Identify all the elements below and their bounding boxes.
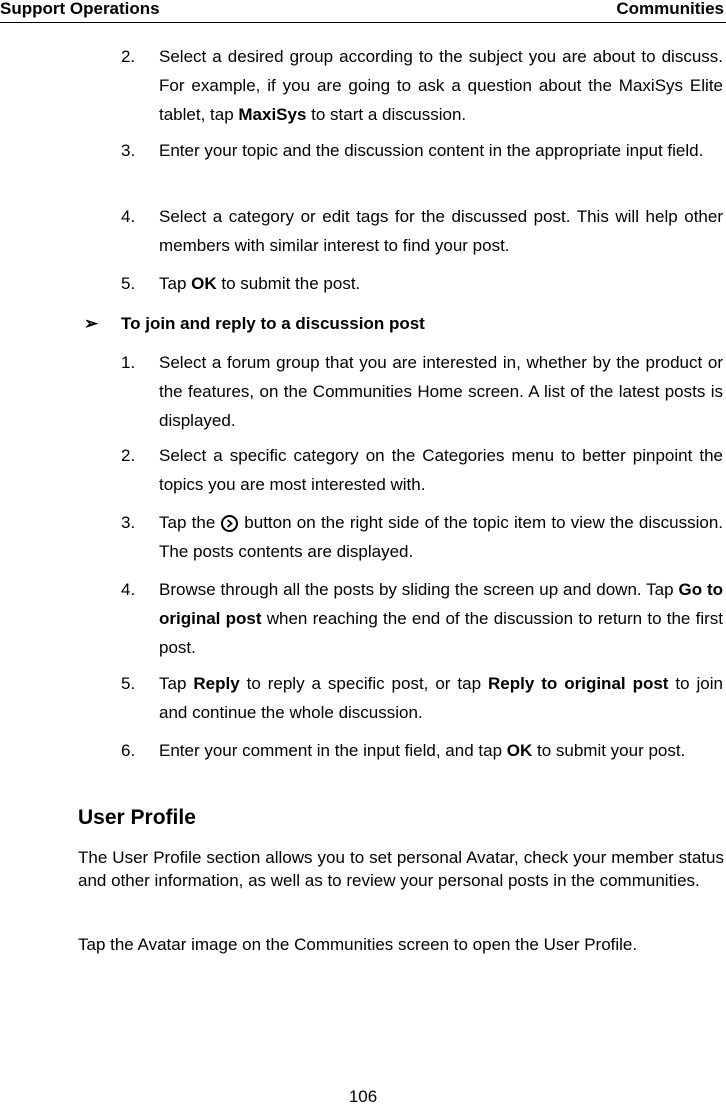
- list-item: [121, 441, 723, 499]
- list-item: [121, 202, 723, 260]
- step-text: Tap OK to submit the post.: [159, 274, 361, 293]
- list-item: [121, 575, 723, 662]
- page-header: [0, 0, 726, 23]
- step-text: Browse through all the posts by sliding the screen up and down. Tap Go to original post when reaching the end of the discussion to return to the first post.: [159, 580, 723, 657]
- step-number: 6.: [121, 741, 136, 760]
- term-reply: Reply: [193, 674, 240, 693]
- section-paragraph: Tap the Avatar image on the Communities screen to open the User Profile.: [78, 935, 638, 954]
- term-reply-to-original-post: Reply to original post: [488, 674, 669, 693]
- step-number: 3.: [121, 513, 136, 532]
- list-item: [121, 669, 723, 727]
- step-number: 5.: [121, 674, 136, 693]
- step-text: Select a specific category on the Categories menu to better pinpoint the topics you are most interested with.: [159, 446, 723, 494]
- step-text: Select a category or edit tags for the discussed post. This will help other members with similar interest to find your post.: [159, 207, 723, 255]
- list-item: [121, 269, 723, 298]
- step-text: Select a forum group that you are interested in, whether by the product or the features, on the Communities Home screen. A list of the latest posts is displayed.: [159, 353, 723, 430]
- step-number: 4.: [121, 207, 136, 226]
- step-number: 2.: [121, 446, 136, 465]
- step-text: Enter your comment in the input field, and tap OK to submit your post.: [159, 741, 686, 760]
- step-text: Select a desired group according to the subject you are about to discuss. For example, if you are going to ask a question about the MaxiSys Elite tablet, tap MaxiSys to start a discussion.: [159, 47, 723, 124]
- step-number: 4.: [121, 580, 136, 599]
- step-number: 2.: [121, 47, 136, 66]
- step-number: 3.: [121, 141, 136, 160]
- step-text: Tap the button on the right side of the topic item to view the discussion. The posts contents are displayed.: [159, 513, 724, 561]
- arrow-bullet-icon: ➢: [84, 314, 99, 333]
- list-item: [121, 736, 723, 765]
- header-chapter-title: Communities: [616, 0, 724, 18]
- section-heading: User Profile: [78, 806, 196, 829]
- list-item: [121, 136, 723, 165]
- subheading: [84, 309, 724, 338]
- term-go-to-original-post: Go to original post: [159, 580, 723, 628]
- list-item: [121, 42, 723, 129]
- term-ok: OK: [191, 274, 217, 293]
- list-item: [121, 348, 723, 435]
- chevron-right-circle-icon: [221, 515, 238, 532]
- list-item: [121, 508, 723, 566]
- header-section-title: Support Operations: [0, 0, 160, 18]
- step-number: 5.: [121, 274, 136, 293]
- page-number: 106: [348, 1087, 378, 1106]
- step-text: Tap Reply to reply a specific post, or tap Reply to original post to join and continue the whole discussion.: [159, 674, 723, 722]
- subheading-text: To join and reply to a discussion post: [121, 314, 425, 333]
- term-maxisys: MaxiSys: [238, 105, 307, 124]
- term-ok: OK: [506, 741, 533, 760]
- section-paragraph: The User Profile section allows you to set personal Avatar, check your member status and other information, as well as to review your personal posts in the communities.: [78, 848, 724, 890]
- step-number: 1.: [121, 353, 136, 372]
- step-text: Enter your topic and the discussion content in the appropriate input field.: [159, 141, 704, 160]
